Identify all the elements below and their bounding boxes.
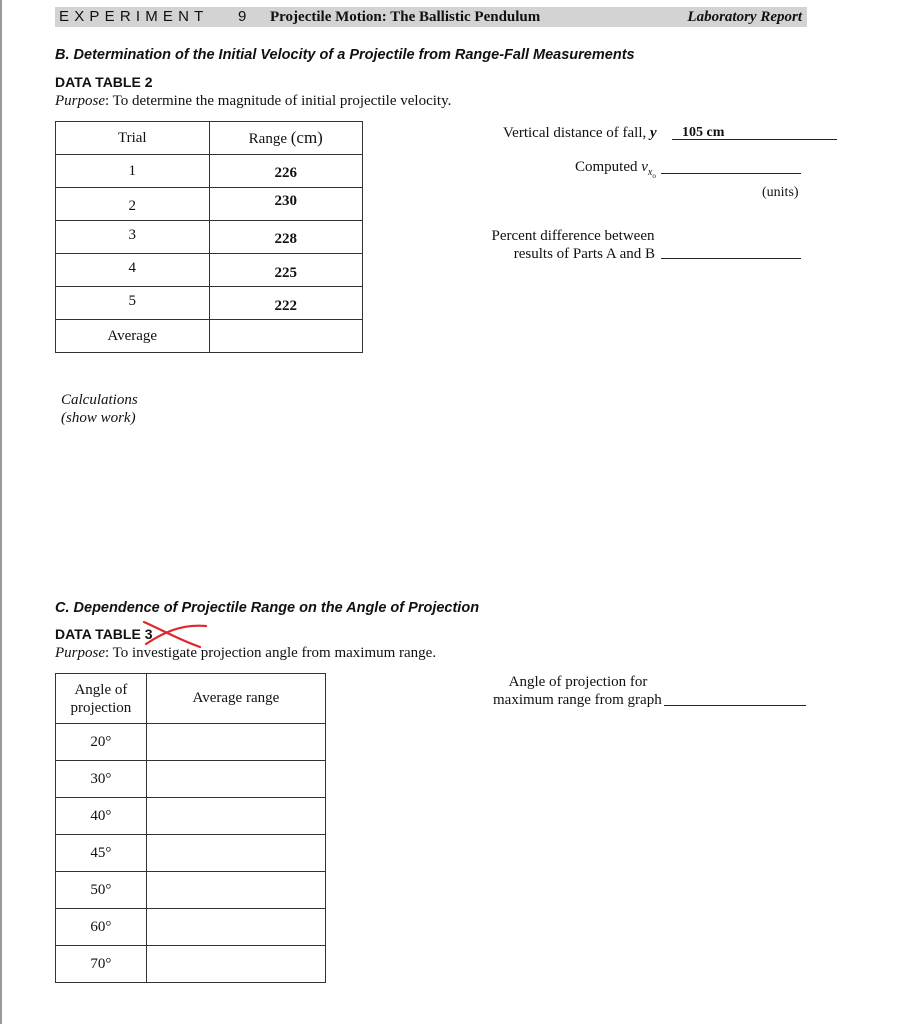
percent-diff-line (661, 258, 801, 259)
table-row (56, 155, 363, 188)
data-table-2-label: DATA TABLE 2 (55, 74, 153, 90)
angle-header (56, 674, 147, 724)
trial-cell: 2 (56, 188, 210, 221)
purpose-b (55, 93, 451, 110)
max-angle-line2: maximum range from graph (493, 692, 662, 708)
table-row (56, 724, 326, 761)
angle-cell: 60° (56, 909, 147, 946)
table-row (56, 798, 326, 835)
table-row-average (56, 320, 363, 353)
calculations-label (61, 391, 138, 427)
calc-line2: (show work) (61, 410, 136, 426)
table-row (56, 946, 326, 983)
angle-cell: 40° (56, 798, 147, 835)
range-cell: 228 (209, 221, 362, 254)
average-range-cell (146, 835, 325, 872)
percent-diff-label (491, 227, 655, 263)
range-header (209, 122, 362, 155)
range-cell: 225 (209, 254, 362, 287)
range-cell: 230 (209, 188, 362, 221)
range-cell: 222 (209, 287, 362, 320)
data-table-3-label: DATA TABLE 3 (55, 626, 153, 642)
trial-cell: 4 (56, 254, 210, 287)
average-label: Average (56, 320, 210, 353)
table-row (56, 909, 326, 946)
angle-cell: 30° (56, 761, 147, 798)
section-b-title: B. Determination of the Initial Velocity of a Projectile from Range-Fall Measurements (55, 47, 635, 63)
computed-label: Computed (575, 159, 642, 175)
angle-cell: 50° (56, 872, 147, 909)
computed-vx-line (661, 173, 801, 174)
data-table-3 (55, 673, 326, 983)
angle-header-line2: projection (70, 699, 132, 716)
trial-cell: 5 (56, 287, 210, 320)
units-label: (units) (762, 185, 799, 200)
purpose-c-label: Purpose (55, 645, 105, 661)
average-range-cell (146, 872, 325, 909)
max-angle-line (664, 705, 806, 706)
table-row (56, 188, 363, 221)
average-range-cell (146, 798, 325, 835)
table-header-row (56, 122, 363, 155)
experiment-number: 9 (238, 8, 247, 25)
angle-cell: 70° (56, 946, 147, 983)
average-range-cell (146, 946, 325, 983)
trial-cell: 1 (56, 155, 210, 188)
average-range-cell (146, 909, 325, 946)
trial-cell: 3 (56, 221, 210, 254)
page-left-edge (0, 0, 2, 1024)
angle-cell: 45° (56, 835, 147, 872)
experiment-title: Projectile Motion: The Ballistic Pendulum (270, 9, 541, 25)
calc-line1: Calculations (61, 392, 138, 408)
computed-subsub: o (652, 172, 656, 180)
table-row (56, 872, 326, 909)
computed-sub: x (647, 167, 653, 178)
average-range-header: Average range (146, 674, 325, 724)
table-row (56, 835, 326, 872)
data-table-2 (55, 121, 363, 353)
table-row (56, 761, 326, 798)
range-unit: (cm) (290, 128, 323, 147)
average-range-cell (146, 761, 325, 798)
purpose-c (55, 645, 436, 662)
computed-var: v (641, 159, 648, 175)
table-header-row (56, 674, 326, 724)
vertical-fall-var: y (650, 125, 657, 141)
trial-header: Trial (56, 122, 210, 155)
computed-vx-field (575, 159, 656, 180)
purpose-b-label: Purpose (55, 93, 105, 109)
purpose-b-text: : To determine the magnitude of initial projectile velocity. (105, 93, 452, 109)
range-header-label: Range (248, 131, 287, 147)
max-angle-line1: Angle of projection for (508, 674, 648, 690)
table-row (56, 287, 363, 320)
angle-cell: 20° (56, 724, 147, 761)
report-label: Laboratory Report (687, 9, 802, 25)
average-range-cell (209, 320, 362, 353)
angle-header-line1: Angle of (74, 681, 128, 698)
table-row (56, 254, 363, 287)
range-cell: 226 (209, 155, 362, 188)
vertical-fall-field (503, 125, 657, 142)
percent-diff-line1: Percent difference between (491, 228, 655, 244)
section-c-title: C. Dependence of Projectile Range on the Angle of Projection (55, 600, 480, 616)
purpose-c-text: : To investigate projection angle from maximum range. (105, 645, 437, 661)
vertical-fall-value: 105 cm (682, 125, 725, 140)
table-row (56, 221, 363, 254)
percent-diff-line2: results of Parts A and B (513, 246, 655, 262)
max-angle-label (493, 673, 663, 709)
average-range-cell (146, 724, 325, 761)
experiment-word: EXPERIMENT (59, 8, 209, 25)
vertical-fall-label: Vertical distance of fall, (503, 125, 651, 141)
